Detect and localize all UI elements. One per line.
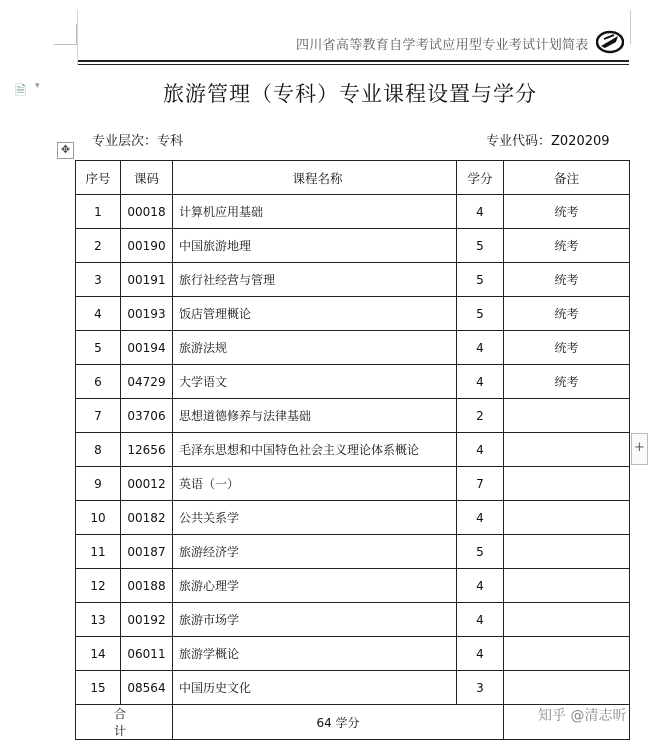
cell-no: 11 [76,535,121,569]
cell-name: 饭店管理概论 [173,297,457,331]
cell-code: 00191 [121,263,173,297]
table-row [76,535,630,569]
table-row [76,331,630,365]
cell-name: 公共关系学 [173,501,457,535]
cell-no: 7 [76,399,121,433]
cell-credit: 4 [457,569,504,603]
cell-note [504,501,630,535]
cell-credit: 4 [457,637,504,671]
major-level: 专业层次：专科 [92,134,184,149]
cell-code: 00193 [121,297,173,331]
table-row [76,603,630,637]
cell-code: 00194 [121,331,173,365]
cell-name: 毛泽东思想和中国特色社会主义理论体系概论 [173,433,457,467]
table-row [76,569,630,603]
cell-credit: 5 [457,229,504,263]
cell-name: 中国旅游地理 [173,229,457,263]
watermark: 知乎 @清志昕 [538,708,627,724]
cell-credit: 5 [457,263,504,297]
cell-note [504,467,630,501]
margin-guide-right [630,10,631,44]
cell-no: 5 [76,331,121,365]
cell-name: 旅游学概论 [173,637,457,671]
cell-credit: 3 [457,671,504,705]
cell-credit: 5 [457,297,504,331]
chevron-down-icon[interactable]: ▾ [35,81,40,91]
course-table [75,160,630,740]
header-code: 课码 [121,161,173,195]
header-name: 课程名称 [173,161,457,195]
cell-credit: 7 [457,467,504,501]
table-row [76,671,630,705]
document-icon[interactable]: 🗎 [15,83,27,99]
total-label: 合计 [76,705,173,740]
cell-code: 00012 [121,467,173,501]
margin-guide [77,10,78,65]
table-row [76,195,630,229]
header-credit: 学分 [457,161,504,195]
table-row [76,229,630,263]
running-header-title: 四川省高等教育自学考试应用型专业考试计划简表 [296,38,589,53]
cell-credit: 2 [457,399,504,433]
cell-no: 6 [76,365,121,399]
table-row [76,433,630,467]
cell-note: 统考 [504,195,630,229]
cell-code: 00018 [121,195,173,229]
cell-code: 00188 [121,569,173,603]
cell-code: 00192 [121,603,173,637]
cell-note [504,603,630,637]
header-rule-thin [78,64,629,65]
cell-note [504,569,630,603]
page-title: 旅游管理（专科）专业课程设置与学分 [163,82,537,106]
cell-note: 统考 [504,365,630,399]
cell-note: 统考 [504,229,630,263]
cell-name: 英语（一） [173,467,457,501]
cell-no: 3 [76,263,121,297]
major-code: 专业代码：Z020209 [486,134,610,149]
cell-name: 旅游市场学 [173,603,457,637]
table-row [76,297,630,331]
cell-note: 统考 [504,297,630,331]
cell-no: 2 [76,229,121,263]
table-row [76,637,630,671]
cell-no: 10 [76,501,121,535]
cell-credit: 4 [457,365,504,399]
cell-name: 计算机应用基础 [173,195,457,229]
table-row [76,399,630,433]
cell-credit: 4 [457,501,504,535]
cell-credit: 4 [457,603,504,637]
cell-note [504,671,630,705]
cell-name: 旅行社经营与管理 [173,263,457,297]
cell-name: 思想道德修养与法律基础 [173,399,457,433]
table-row [76,467,630,501]
cell-no: 12 [76,569,121,603]
cell-note [504,535,630,569]
total-value: 64 学分 [173,705,504,740]
cell-name: 旅游法规 [173,331,457,365]
cell-name: 大学语文 [173,365,457,399]
cell-code: 12656 [121,433,173,467]
header-note: 备注 [504,161,630,195]
cell-credit: 5 [457,535,504,569]
cell-no: 4 [76,297,121,331]
cell-code: 06011 [121,637,173,671]
cell-note [504,637,630,671]
cell-code: 04729 [121,365,173,399]
table-row [76,365,630,399]
cell-no: 9 [76,467,121,501]
publisher-logo-icon [596,30,624,54]
cell-credit: 4 [457,331,504,365]
table-row [76,501,630,535]
cell-credit: 4 [457,195,504,229]
cell-code: 00182 [121,501,173,535]
cell-note: 统考 [504,331,630,365]
cell-no: 1 [76,195,121,229]
cell-code: 08564 [121,671,173,705]
table-header-row [76,161,630,195]
header-rule-thick [78,60,629,62]
cell-credit: 4 [457,433,504,467]
cell-code: 00187 [121,535,173,569]
cell-no: 14 [76,637,121,671]
cell-note: 统考 [504,263,630,297]
cell-name: 旅游经济学 [173,535,457,569]
table-row [76,263,630,297]
page-corner-mark [54,24,77,45]
cell-no: 15 [76,671,121,705]
cell-code: 00190 [121,229,173,263]
add-column-button[interactable]: + [631,433,648,465]
cell-code: 03706 [121,399,173,433]
cell-note [504,399,630,433]
cell-note [504,433,630,467]
cell-no: 8 [76,433,121,467]
cell-name: 中国历史文化 [173,671,457,705]
cell-name: 旅游心理学 [173,569,457,603]
cell-no: 13 [76,603,121,637]
table-move-icon[interactable]: ✥ [57,142,74,159]
header-no: 序号 [76,161,121,195]
